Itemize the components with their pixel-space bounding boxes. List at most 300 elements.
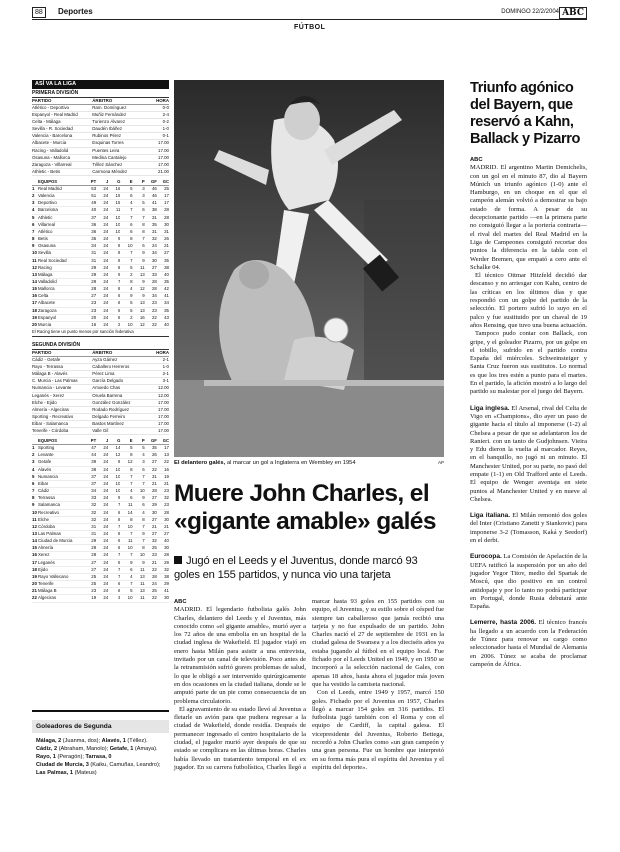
table-cell: 28 xyxy=(145,278,157,285)
table-cell: 24 xyxy=(96,293,108,300)
table-cell: 7 xyxy=(120,250,132,257)
sidebar-headline: Triunfo agónico del Bayern, que reservó a Kahn, Ballack y Pizarro xyxy=(470,80,581,147)
table-cell: 12 xyxy=(32,523,37,529)
table-cell: 17.00 xyxy=(147,420,169,427)
table-cell: 22 xyxy=(145,595,157,602)
table-cell: 10 xyxy=(120,523,132,530)
table-cell: 15 xyxy=(108,193,120,200)
table-cell: 6 xyxy=(108,588,120,595)
article-paragraph: Con el Leeds, entre 1949 y 1957, marcó 150 goles. Fichado por el Juventus en 1957, Charles llegó a marcar 154 goles en 316 partidos. El futbolista jugó también con el Roma y con el equipo de Cardiff, la capital galesa. El vicepresidente del Juventus, Roberto Bettega, recordó a John Charles como «un gran campeón y una gran persona. Fue un hombre que interpretó en su forma más pura el espíritu del Juventus y el espíritu del deporte». xyxy=(312,689,444,771)
table-cell: Villarreal xyxy=(38,221,84,228)
table-cell: Recreativo xyxy=(38,509,84,516)
table-cell: 21 xyxy=(145,559,157,566)
table-cell: 8 xyxy=(133,221,145,228)
table-cell: 25 xyxy=(145,588,157,595)
column-header: GF xyxy=(145,438,157,445)
scorer-text: Rayo, 1 xyxy=(36,754,56,760)
table-cell: 13 xyxy=(32,530,37,536)
table-cell: 24 xyxy=(96,214,108,221)
table-cell: 22 xyxy=(157,459,169,466)
table-cell: 7 xyxy=(120,552,132,559)
table-cell: González González xyxy=(92,399,147,406)
table-cell: 7 xyxy=(133,473,145,480)
table-cell: Numancia xyxy=(38,473,84,480)
table-cell: 5 xyxy=(120,445,132,452)
table-cell: 16 xyxy=(108,185,120,192)
table-cell: 8 xyxy=(108,250,120,257)
table-cell: Elche - Ejido xyxy=(32,399,92,406)
table-cell: 49 xyxy=(84,200,96,207)
table-cell: 4 xyxy=(120,200,132,207)
scorers-title: Goleadores de Segunda xyxy=(32,720,169,733)
table-cell: 7 xyxy=(108,502,120,509)
table-row xyxy=(32,581,169,588)
table-cell: 28 xyxy=(157,207,169,214)
table-cell: 14 xyxy=(120,509,132,516)
table-cell: 2-1 xyxy=(147,371,169,378)
footballer-photo-illustration xyxy=(174,80,444,457)
table-cell: 28 xyxy=(84,552,96,559)
scorer-text: (Kaiku, Camuñas, Leandro); xyxy=(88,762,161,768)
table-cell: 25 xyxy=(145,545,157,552)
table-cell: 7 xyxy=(120,530,132,537)
column-header: G xyxy=(108,179,120,186)
table-row xyxy=(32,314,169,321)
scorer-line xyxy=(32,753,169,761)
table-cell: 1 xyxy=(32,445,38,452)
column-header: HORA xyxy=(147,98,169,105)
topic-label: FÚTBOL xyxy=(294,24,326,31)
table-row xyxy=(32,286,169,293)
table-cell: Esquinas Torres xyxy=(92,140,147,147)
table-cell: Leganés - Xerez xyxy=(32,392,92,399)
table-cell: 8 xyxy=(120,466,132,473)
table-cell: 34 xyxy=(84,488,96,495)
brief-kicker: Eurocopa. xyxy=(470,553,502,561)
table-cell: 7 xyxy=(32,488,38,495)
table-cell: 21 xyxy=(32,588,37,594)
table-cell: 35 xyxy=(157,307,169,314)
table-cell: Sevilla - R. Sociedad xyxy=(32,126,92,133)
table-cell: 37 xyxy=(84,480,96,487)
table-cell: Ciudad de Murcia xyxy=(38,538,84,545)
table-cell: 24 xyxy=(96,488,108,495)
table-row xyxy=(32,257,169,264)
table-cell: 5 xyxy=(133,200,145,207)
table-cell: 3 xyxy=(133,459,145,466)
table-row xyxy=(32,588,169,595)
table-cell: 10 xyxy=(108,473,120,480)
table-cell: Celta - Málaga xyxy=(32,119,92,126)
table-cell: 4 xyxy=(32,466,38,473)
table-cell: 10 xyxy=(120,321,132,328)
table-cell: 16 xyxy=(157,466,169,473)
table-cell: Numancia - Levante xyxy=(32,385,92,392)
table-cell: 10 xyxy=(108,466,120,473)
table-cell: 12 xyxy=(133,321,145,328)
match-row xyxy=(32,413,169,420)
photo-credit: AP xyxy=(437,460,444,465)
article-paragraph: El agravamiento de su estado llevó al Juventus a fletarle un avión para que pudiera regresar a la ciudad de Wakefield, donde residía. Después de permanecer ingresado el centro hospitalario de la ciudad, el jugador murió ayer después de que su estado se complicara en las últimas horas. Charles había llevado un tratamiento temporal en el ex jugador. En su carrera futbolística, Charles llegó a marcar hasta 93 goles en 155 partidos con su equipo, el Juventus, y su estilo sobre el césped fue siempre tan caballeroso que jamás recibió una tarjeta y no fue expulsado de un partido. John Charles nació el 27 de septiembre de 1931 en la ciudad galesa de Swansea y a los dieciséis años ya estaba jugando al fútbol en el equipo local. Fue fichado por el Leeds United en 1949, y en 1950 se incorporó a la selección nacional de Gales, con apenas 18 años, hasta ahora el jugador más joven que ha vestido la camiseta nacional. xyxy=(174,598,444,771)
table-cell: 46 xyxy=(145,193,157,200)
sidebar-story xyxy=(470,80,587,669)
table-cell: 24 xyxy=(96,221,108,228)
table-cell: 6 xyxy=(120,566,132,573)
table-cell: 17.00 xyxy=(147,154,169,161)
table-cell: Rayo - Terrassa xyxy=(32,364,92,371)
table-cell: 10 xyxy=(120,243,132,250)
table-cell: 27 xyxy=(145,530,157,537)
table-cell: 10 xyxy=(133,488,145,495)
table-cell: 0-2 xyxy=(147,119,169,126)
table-cell: 12.00 xyxy=(147,392,169,399)
table-cell: 9 xyxy=(133,250,145,257)
table-row xyxy=(32,228,169,235)
table-cell: 6 xyxy=(120,221,132,228)
scorer-text: Tarrasa, 0 xyxy=(85,754,112,760)
table-cell: 10 xyxy=(108,221,120,228)
table-cell: 47 xyxy=(84,445,96,452)
table-cell: 31 xyxy=(145,473,157,480)
table-cell: 9 xyxy=(133,530,145,537)
table-cell: Las Palmas xyxy=(38,530,84,537)
scorer-text: (Juanma, dos); xyxy=(61,738,102,744)
brief-text: La Comisión de Apelación de la UEFA ratificó la suspensión por un año del jugador Yegor Titov, medio del Spartak de Moscú, que dio positivo en un control antidopaje y por lo tanto no podrá participar en Portugal, donde Rusia debutará ante España. xyxy=(470,553,587,611)
match-row xyxy=(32,161,169,168)
scorer-text: Alavés, 1 xyxy=(101,738,126,744)
table-cell: Tenerife - Córdoba xyxy=(32,428,92,435)
column-header: PARTIDO xyxy=(32,350,92,357)
table-cell: 41 xyxy=(145,200,157,207)
table-row xyxy=(32,480,169,487)
table-cell: 17.00 xyxy=(147,147,169,154)
scorer-text: Ciudad de Murcia, 3 xyxy=(36,762,89,768)
table-cell: 22 xyxy=(145,314,157,321)
scorer-line xyxy=(32,745,169,753)
table-row xyxy=(32,509,169,516)
column-header: HORA xyxy=(147,350,169,357)
table-cell: 32 xyxy=(84,502,96,509)
table-cell: Zaragoza - Villarreal xyxy=(32,161,92,168)
table-cell: 4 xyxy=(120,573,132,580)
column-header: ÁRBITRO xyxy=(92,350,147,357)
table-cell: 10 xyxy=(108,480,120,487)
table-cell: 30 xyxy=(145,257,157,264)
article-deck xyxy=(174,554,444,582)
table-cell: 6 xyxy=(133,466,145,473)
table-cell: 2 xyxy=(32,193,38,200)
table-cell: Athletic - Betis xyxy=(32,168,92,175)
table-cell: 5 xyxy=(32,473,38,480)
table-cell: 27 xyxy=(157,250,169,257)
table-row xyxy=(32,321,169,328)
table-cell: 6 xyxy=(133,207,145,214)
table-cell: Espanyol xyxy=(38,314,84,321)
table-cell: 19 xyxy=(32,573,37,579)
table-cell: Levante xyxy=(38,452,84,459)
table-cell: 25 xyxy=(157,185,169,192)
column-header: GC xyxy=(157,438,169,445)
table-cell: 12.00 xyxy=(147,385,169,392)
table-cell: 13 xyxy=(133,573,145,580)
table-cell: 6 xyxy=(108,293,120,300)
table-cell: 7 xyxy=(108,552,120,559)
table-cell: Ejido xyxy=(38,566,84,573)
table-cell: 29 xyxy=(145,502,157,509)
table-row xyxy=(32,459,169,466)
table-cell: 8 xyxy=(120,452,132,459)
table-cell: 24 xyxy=(145,243,157,250)
table-cell: Valencia - Barcelona xyxy=(32,133,92,140)
table-cell: 24 xyxy=(96,509,108,516)
table-cell: 31 xyxy=(84,250,96,257)
table-cell: 27 xyxy=(157,530,169,537)
table-cell: 13 xyxy=(133,307,145,314)
table-cell: Caballero Herreros xyxy=(92,364,147,371)
table-cell: 7 xyxy=(32,228,38,235)
table-cell: 4 xyxy=(133,509,145,516)
table-cell: 30 xyxy=(157,516,169,523)
table-cell: 27 xyxy=(145,264,157,271)
table-cell: 28 xyxy=(145,286,157,293)
table-cell: 32 xyxy=(157,566,169,573)
table-cell: 8 xyxy=(108,264,120,271)
table-cell: 17 xyxy=(32,300,37,306)
table-cell: Medina Cantalejo xyxy=(92,154,147,161)
table-cell: 46 xyxy=(145,185,157,192)
table-cell: 9 xyxy=(108,495,120,502)
table-cell: Getafe xyxy=(38,459,84,466)
table-row xyxy=(32,221,169,228)
table-cell: 15 xyxy=(108,200,120,207)
table-row xyxy=(32,264,169,271)
newspaper-logo: ABC xyxy=(559,7,587,19)
table-cell: 24 xyxy=(96,250,108,257)
scorer-text: (Peragón); xyxy=(55,754,86,760)
table-cell: Ayza Gámez xyxy=(92,357,147,364)
table-cell: 29 xyxy=(84,278,96,285)
brief-text: El Milán remontó dos goles del Inter (Cristiano Zanetti y Stankovic) para imponerse 3-2 (Tomasson, Kaká y Seedorf) en el derbi. xyxy=(470,512,588,545)
segunda-matches xyxy=(32,350,169,435)
article-paragraph: MADRID. El legendario futbolista galés John Charles, delantero del Leeds y el Juventus, más conocido como «el gigante amable», murió ayer a los 72 años de una embolia en un hospital de la ciudad inglesa de Wakefield. El jugador viajó en enero hasta Milán para asistir a una entrevista, invitado por un canal de televisión. Poco antes de la retransmisión sufrió graves problemas de salud, lo que le obligó a ser intervenido quirúrgicamente en dos ocasiones en la ciudad italiana, donde se le amputó parte de un pie como consecuencia de un problema circulatorio. xyxy=(174,606,306,705)
table-cell: 23 xyxy=(145,552,157,559)
table-cell: 38 xyxy=(157,264,169,271)
table-cell: 22 xyxy=(145,321,157,328)
table-cell: 16 xyxy=(84,321,96,328)
table-cell: Algeciras xyxy=(38,595,84,602)
table-cell: 28 xyxy=(157,214,169,221)
table-cell: 14 xyxy=(32,278,37,284)
table-cell: Sevilla xyxy=(38,250,84,257)
table-cell: 20 xyxy=(32,581,37,587)
table-cell: 7 xyxy=(120,214,132,221)
table-cell: 37 xyxy=(84,473,96,480)
match-row xyxy=(32,406,169,413)
table-cell: 28 xyxy=(84,286,96,293)
table-cell: 8 xyxy=(133,545,145,552)
column-header: E xyxy=(120,179,132,186)
table-cell: Celta xyxy=(38,293,84,300)
table-row xyxy=(32,200,169,207)
table-cell: Xerez xyxy=(38,552,84,559)
table-row xyxy=(32,545,169,552)
table-cell: 9 xyxy=(133,278,145,285)
table-cell: 35 xyxy=(157,257,169,264)
table-cell: 24 xyxy=(96,523,108,530)
table-row xyxy=(32,214,169,221)
table-cell: 40 xyxy=(157,321,169,328)
table-cell: 29 xyxy=(84,264,96,271)
table-cell: 7 xyxy=(120,581,132,588)
results-title: ASÍ VA LA LIGA xyxy=(32,80,169,89)
table-cell: 23 xyxy=(145,307,157,314)
match-row xyxy=(32,140,169,147)
table-cell: 7 xyxy=(133,214,145,221)
table-cell: 24 xyxy=(96,538,108,545)
column-header: PT xyxy=(84,179,96,186)
table-cell: 4 xyxy=(32,207,38,214)
table-cell: 23 xyxy=(84,300,96,307)
table-cell: 17.00 xyxy=(147,413,169,420)
table-cell: 2 xyxy=(120,271,132,278)
table-cell: 24 xyxy=(96,185,108,192)
table-cell: 12 xyxy=(133,286,145,293)
table-cell: 6 xyxy=(108,538,120,545)
table-cell: 24 xyxy=(96,445,108,452)
table-cell: 11 xyxy=(108,207,120,214)
table-cell: 35 xyxy=(84,236,96,243)
table-cell: 21 xyxy=(145,523,157,530)
table-cell: 3 xyxy=(133,193,145,200)
match-row xyxy=(32,112,169,119)
news-photo xyxy=(174,80,444,457)
table-row xyxy=(32,473,169,480)
table-cell: 3 xyxy=(133,185,145,192)
table-cell: 8 xyxy=(108,243,120,250)
table-cell: 6 xyxy=(32,480,38,487)
table-cell: 32 xyxy=(145,236,157,243)
standings-note: El Racing tiene un punto menos por sanción federativa xyxy=(32,329,169,337)
table-cell: 6 xyxy=(120,495,132,502)
table-cell: Pérez Lima xyxy=(92,371,147,378)
table-cell: Albacete xyxy=(38,300,84,307)
table-cell: 11 xyxy=(133,566,145,573)
table-row xyxy=(32,559,169,566)
table-cell: 22 xyxy=(145,566,157,573)
match-row xyxy=(32,168,169,175)
table-cell: 16 xyxy=(32,293,37,299)
table-cell: 6 xyxy=(108,545,120,552)
table-cell: 32 xyxy=(84,509,96,516)
table-cell: 24 xyxy=(96,588,108,595)
table-cell: 7 xyxy=(133,480,145,487)
table-cell: 6 xyxy=(120,193,132,200)
table-cell: 24 xyxy=(145,581,157,588)
table-cell: 11 xyxy=(32,257,37,263)
table-cell: 24 xyxy=(96,545,108,552)
table-cell: 32 xyxy=(157,495,169,502)
table-cell: Betis xyxy=(38,236,84,243)
sidebar-brief xyxy=(470,405,587,505)
table-row xyxy=(32,278,169,285)
scorers-box xyxy=(32,710,169,777)
table-cell: 34 xyxy=(145,250,157,257)
table-cell: 28 xyxy=(145,488,157,495)
table-cell: 34 xyxy=(145,293,157,300)
table-cell: 32 xyxy=(145,538,157,545)
table-cell: 5 xyxy=(120,264,132,271)
table-cell: 10 xyxy=(108,488,120,495)
table-row xyxy=(32,566,169,573)
table-cell: 6 xyxy=(133,243,145,250)
primera-standings xyxy=(32,179,169,329)
page-number: 88 xyxy=(32,7,46,18)
primera-label: PRIMERA DIVISIÓN xyxy=(32,89,169,98)
column-header: GC xyxy=(157,179,169,186)
match-row xyxy=(32,385,169,392)
table-cell: 29 xyxy=(84,538,96,545)
table-cell: 0-0 xyxy=(147,105,169,112)
table-cell: Espanyol - Real Madrid xyxy=(32,112,92,119)
sidebar-paragraph: El técnico Ottmar Hitzfeld decidió dar descanso y no arriesgar con Kahn, centro de las críticas en los últimos días y que respondió con un golpe del partido de la selección. El portero sufrió lo suyo en el palco y fue sustituido por un chaval de 19 años Rensing, que tuvo una buena actuación. xyxy=(470,272,587,329)
match-row xyxy=(32,119,169,126)
table-cell: Racing - Valladolid xyxy=(32,147,92,154)
table-cell: 26 xyxy=(157,236,169,243)
table-cell: Deportivo xyxy=(38,200,84,207)
table-cell: 24 xyxy=(96,278,108,285)
table-cell: 27 xyxy=(145,495,157,502)
table-cell: 21 xyxy=(145,480,157,487)
table-cell: 5 xyxy=(32,214,38,221)
table-cell: Salamanca xyxy=(38,502,84,509)
table-cell: 28 xyxy=(157,509,169,516)
table-cell: 27 xyxy=(145,459,157,466)
match-row xyxy=(32,133,169,140)
table-cell: Terrassa xyxy=(38,495,84,502)
table-cell: 24 xyxy=(96,516,108,523)
table-row xyxy=(32,573,169,580)
article-headline: Muere John Charles, el «gigante amable» galés xyxy=(174,480,436,535)
table-cell: Zaragoza xyxy=(38,307,84,314)
table-row xyxy=(32,207,169,214)
table-cell: 24 xyxy=(96,271,108,278)
table-cell: 20 xyxy=(32,321,37,327)
table-cell: 19 xyxy=(84,595,96,602)
table-cell: 7 xyxy=(133,538,145,545)
table-cell: 7 xyxy=(108,523,120,530)
table-cell: Málaga B - Alavés xyxy=(32,371,92,378)
deck-text: Jugó en el Leeds y el Juventus, donde marcó 93 goles en 155 partidos, y nunca vio una tarjeta xyxy=(174,555,418,581)
caption-bold: El delantero galés, xyxy=(174,460,226,466)
article-byline: ABC xyxy=(174,599,187,605)
table-cell: 10 xyxy=(133,552,145,559)
table-cell: 19 xyxy=(157,473,169,480)
table-cell: 51 xyxy=(84,193,96,200)
table-cell: 40 xyxy=(157,271,169,278)
table-cell: 41 xyxy=(157,293,169,300)
table-cell: 10 xyxy=(32,250,37,256)
table-cell: Almería - Algeciras xyxy=(32,406,92,413)
table-cell: 8 xyxy=(120,236,132,243)
table-cell: 25 xyxy=(84,573,96,580)
table-cell: Athletic xyxy=(38,214,84,221)
sidebar-brief xyxy=(470,553,587,611)
table-cell: 8 xyxy=(32,495,38,502)
match-row xyxy=(32,378,169,385)
table-cell: Delgado Ferreiro xyxy=(92,413,147,420)
table-cell: 22 xyxy=(32,595,37,601)
table-row xyxy=(32,502,169,509)
